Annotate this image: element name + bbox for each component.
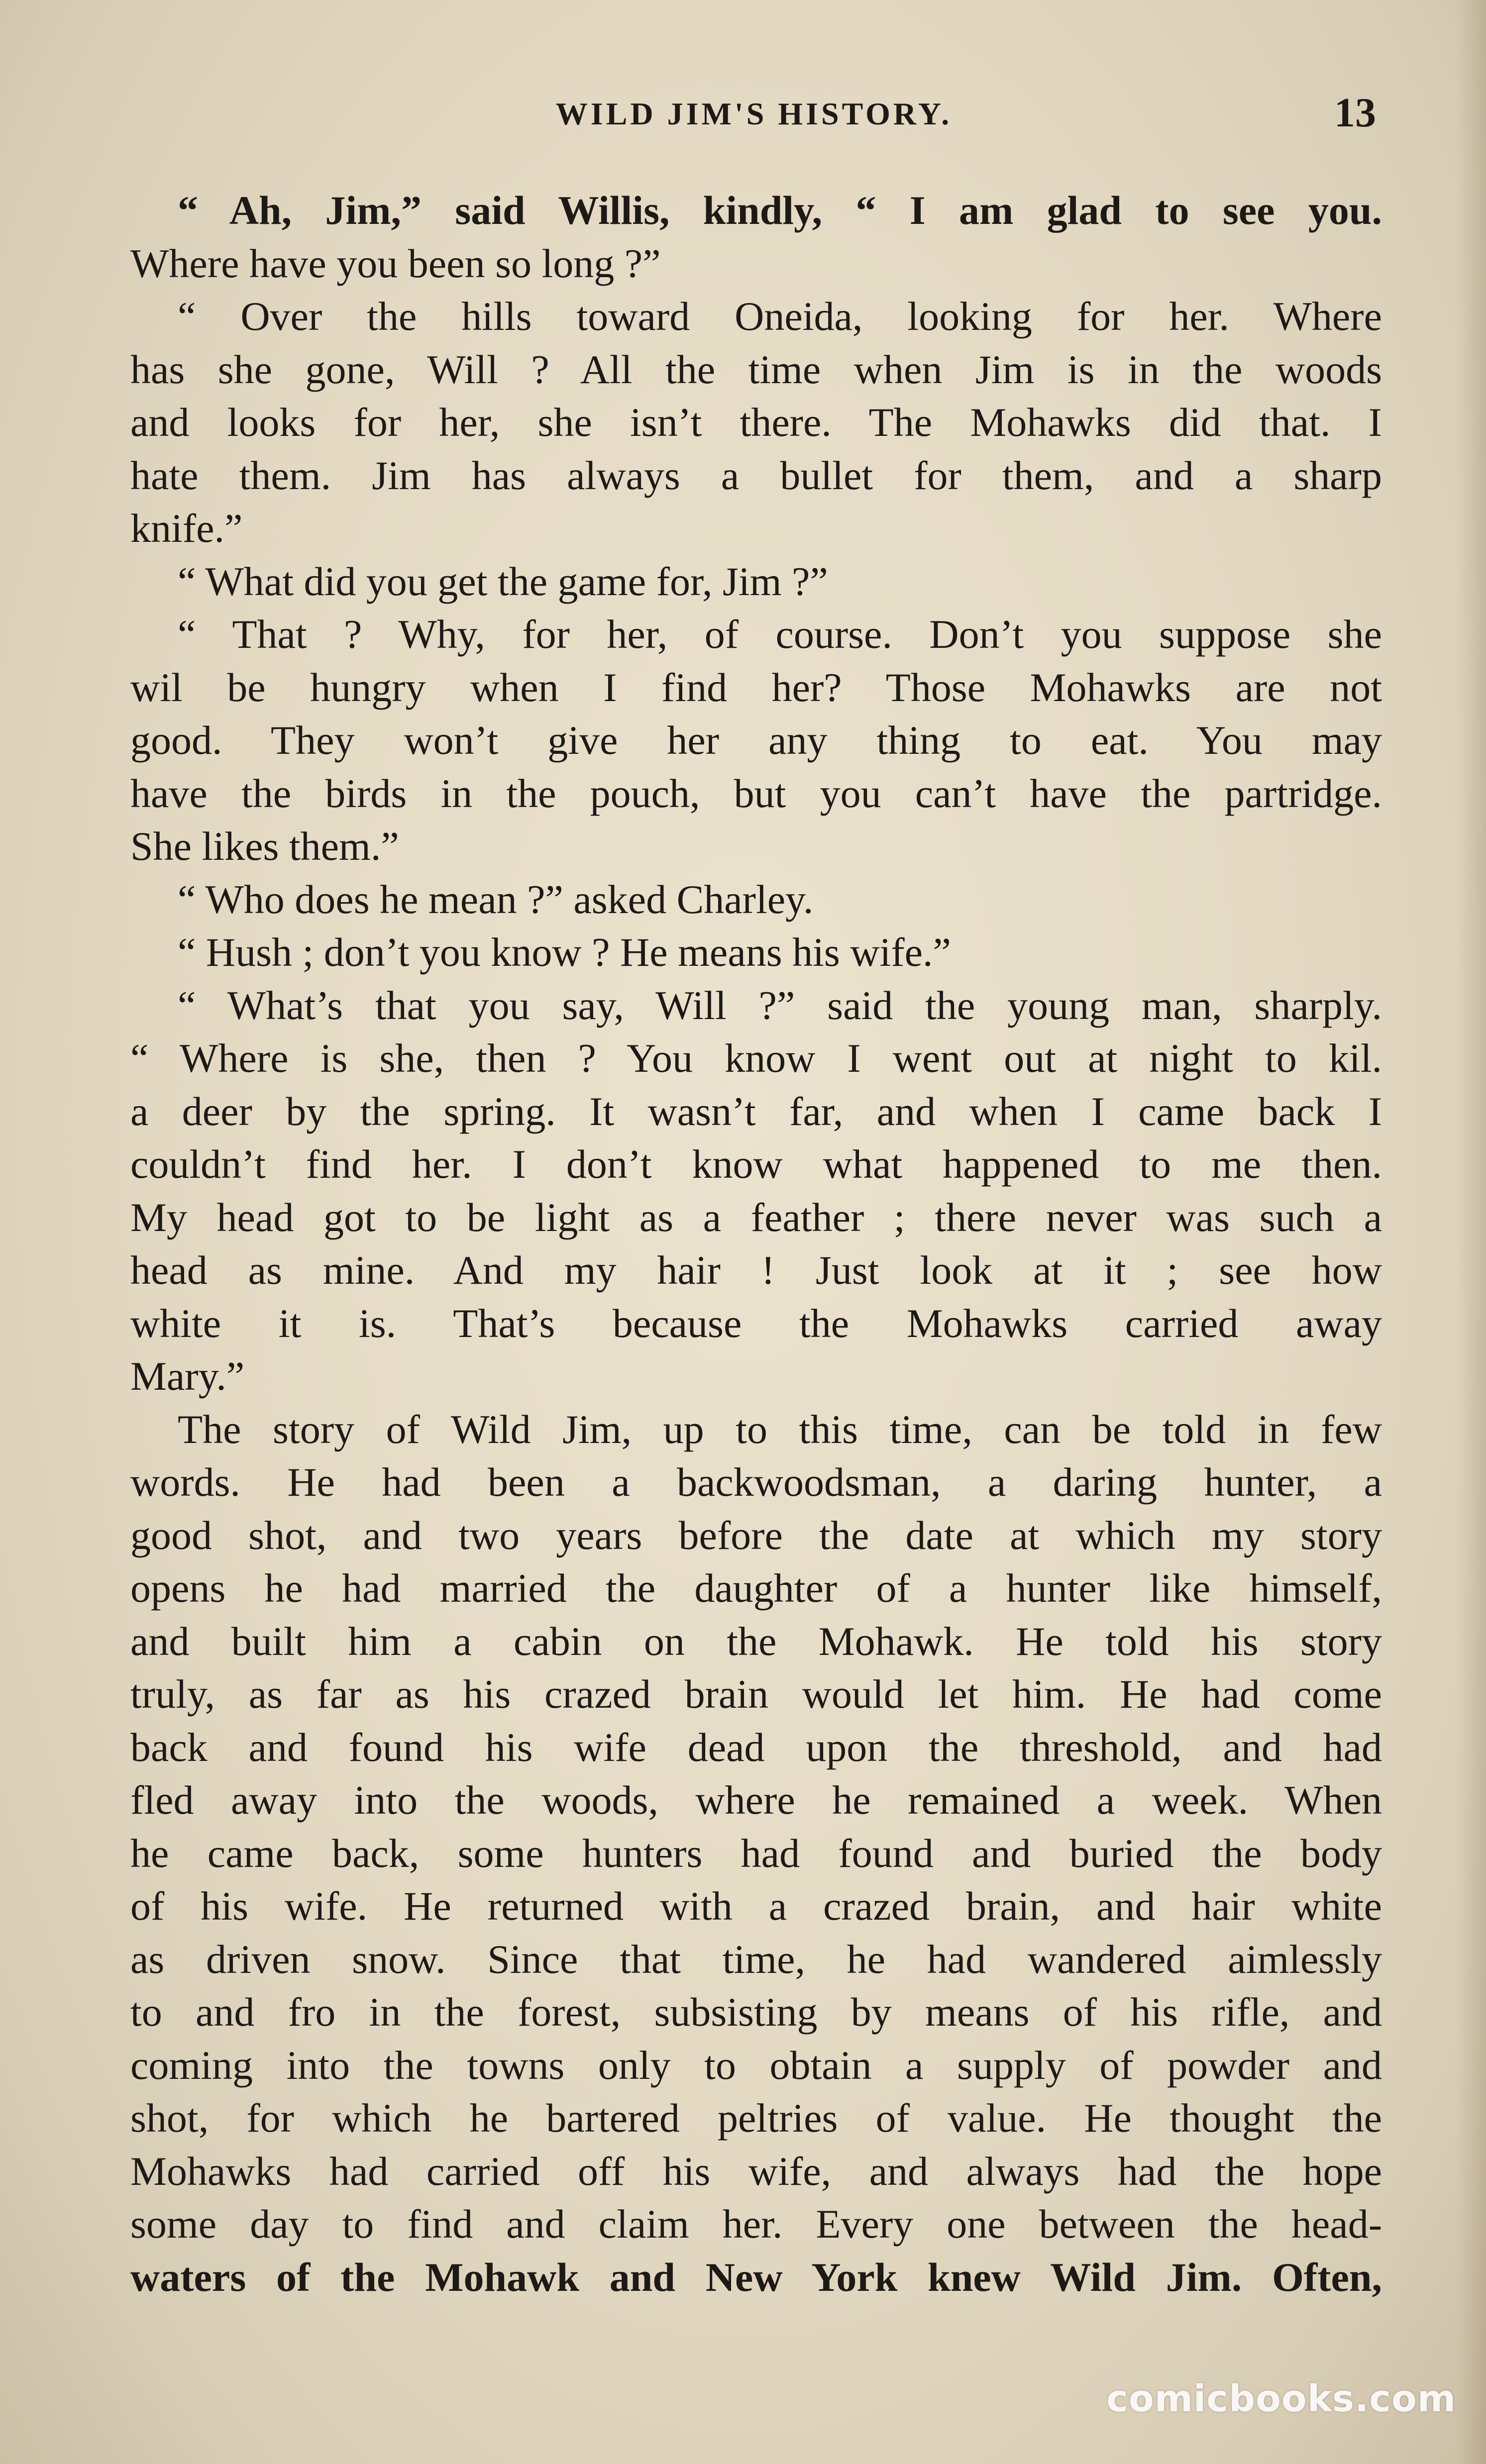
text-line: The story of Wild Jim, up to this time, can be told in few <box>178 1406 1382 1452</box>
text-line: coming into the towns only to obtain a supply of powder and <box>130 2042 1382 2088</box>
text-line: “ Hush ; don’t you know ? He means his wife.” <box>178 929 951 975</box>
text-line: truly, as far as his crazed brain would let him. He had come <box>130 1671 1382 1717</box>
text-line: opens he had married the daughter of a hunter like himself, <box>130 1565 1382 1611</box>
text-line: “ Ah, Jim,” said Willis, kindly, “ I am glad to see you. <box>178 188 1382 233</box>
text-line: head as mine. And my hair ! Just look at it ; see how <box>130 1247 1382 1293</box>
text-line: Mary.” <box>130 1353 245 1399</box>
text-line: “ Over the hills toward Oneida, looking for her. Where <box>178 294 1382 339</box>
text-line: good shot, and two years before the date at which my story <box>130 1512 1382 1558</box>
text-line: waters of the Mohawk and New York knew Wild Jim. Often, <box>130 2254 1382 2300</box>
text-line: back and found his wife dead upon the threshold, and had <box>130 1724 1382 1770</box>
page-number: 13 <box>1334 90 1376 136</box>
text-line: as driven snow. Since that time, he had wandered aimlessly <box>130 1936 1382 1982</box>
text-line: knife.” <box>130 506 243 551</box>
text-line: wil be hungry when I find her? Those Mohawks are not <box>130 664 1382 710</box>
text-line: “ Where is she, then ? You know I went out at night to kil. <box>130 1035 1382 1081</box>
text-line: “ What did you get the game for, Jim ?” <box>178 558 828 604</box>
page-header <box>132 85 1376 144</box>
text-line: white it is. That’s because the Mohawks carried away <box>130 1300 1382 1346</box>
text-line: some day to find and claim her. Every one between the head- <box>130 2201 1382 2247</box>
text-line: hate them. Jim has always a bullet for them, and a sharp <box>130 452 1382 498</box>
text-line: She likes them.” <box>130 823 399 869</box>
text-line: “ What’s that you say, Will ?” said the young man, sharply. <box>178 982 1382 1028</box>
text-line: fled away into the woods, where he remained a week. When <box>130 1777 1382 1823</box>
text-line: good. They won’t give her any thing to eat. You may <box>130 718 1382 763</box>
text-line: has she gone, Will ? All the time when Jim is in the woods <box>130 346 1382 392</box>
text-line: “ Who does he mean ?” asked Charley. <box>178 876 814 922</box>
text-line: to and fro in the forest, subsisting by means of his rifle, and <box>130 1989 1382 2035</box>
text-line: and looks for her, she isn’t there. The Mohawks did that. I <box>130 400 1382 445</box>
text-line: have the birds in the pouch, but you can’t have the partridge. <box>130 770 1382 816</box>
page-edge-shadow <box>1456 0 1486 2464</box>
text-line: a deer by the spring. It wasn’t far, and when I came back I <box>130 1088 1382 1134</box>
running-title: WILD JIM'S HISTORY. <box>555 96 953 131</box>
watermark: comicbooks.com <box>1106 2377 1456 2420</box>
text-line: shot, for which he bartered peltries of value. He thought the <box>130 2095 1382 2141</box>
text-line: “ That ? Why, for her, of course. Don’t you suppose she <box>178 612 1382 657</box>
body-text <box>130 184 1382 2304</box>
text-line: My head got to be light as a feather ; there never was such a <box>130 1194 1382 1240</box>
text-line: Where have you been so long ?” <box>130 240 661 286</box>
text-line: and built him a cabin on the Mohawk. He told his story <box>130 1618 1382 1664</box>
text-line: couldn’t find her. I don’t know what happened to me then. <box>130 1141 1382 1187</box>
text-line: of his wife. He returned with a crazed brain, and hair white <box>130 1883 1382 1929</box>
text-line: Mohawks had carried off his wife, and always had the hope <box>130 2148 1382 2194</box>
text-line: words. He had been a backwoodsman, a daring hunter, a <box>130 1459 1382 1505</box>
text-line: he came back, some hunters had found and buried the body <box>130 1830 1382 1876</box>
